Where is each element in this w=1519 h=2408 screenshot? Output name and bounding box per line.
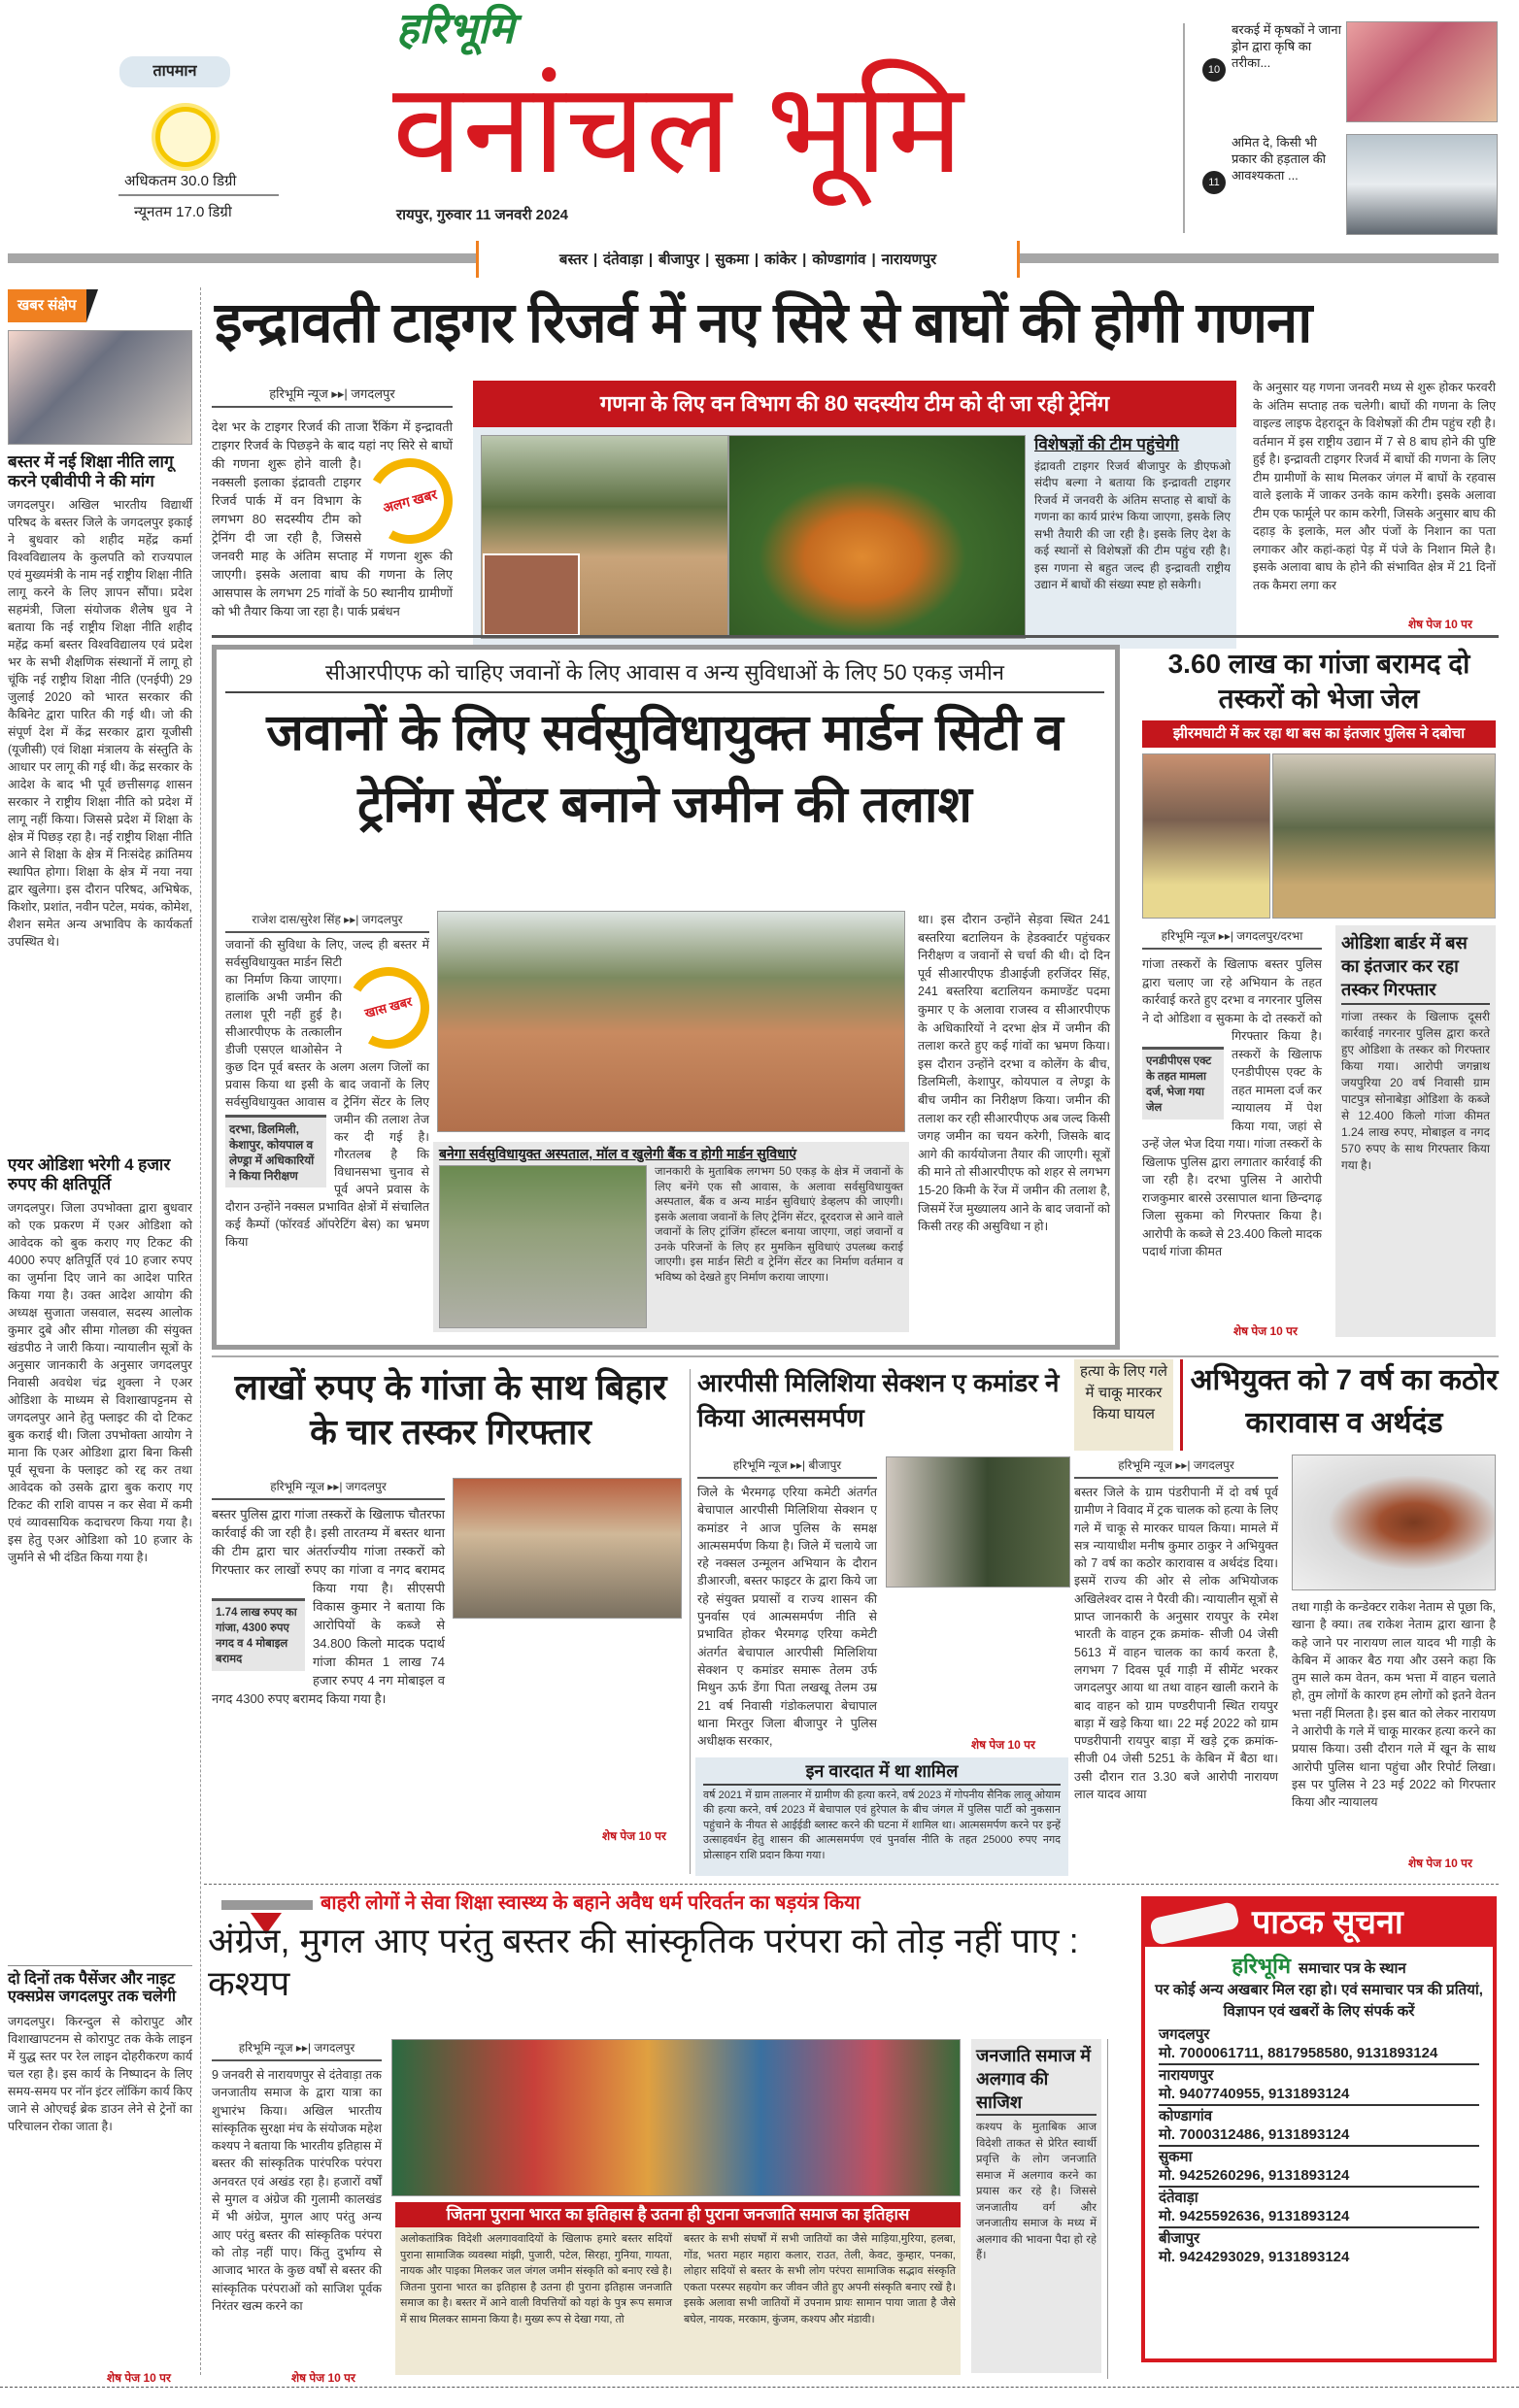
section-rule	[212, 1355, 1499, 1357]
brief-body: जगदलपुर। अखिल भारतीय विद्यार्थी परिषद के बस्तर जिले के जगदलपुर इकाई ने बुधवार को शहीद महेंद्र कर्मा विश्वविद्यालय के कुलपति को राज्यपाल एवं मुख्यमंत्री के नाम नई राष्ट्रीय शिक्षा नीति लागू करने के लिए ज्ञापन सौंपा। प्रदेश सहमंत्री, जिला संयोजक शैलेष धुव ने बताया कि नई राष्ट्रीय शिक्षा नीति शहीद महेंद्र कर्मा बस्तर विश्वविद्यालय एवं प्रदेश भर के सभी शैक्षणिक संस्थानों में लागू हो चूंकि नई राष्ट्रीय शिक्षा नीति (एनईपी) 29 जुलाई 2020 को भारत सरकार की कैबिनेट द्वारा पारित की गई थी। जो की संपूर्ण देश में केंद्र सरकार द्वारा यूजीसी (यूजीसी) एवं शिक्षा मंत्रालय के संस्तुति के आधार पर लागू की गई थी। केंद्र सरकार के आदेश के बाद भी पूर्व छत्तीसगढ़ शासन सरकार ने राष्ट्रीय शिक्षा नीति को प्रदेश में लागू नहीं किया। जिससे प्रदेश में शिक्षा के क्षेत्र में पिछड़ रहा है। नई राष्ट्रीय शिक्षा नीति आने से शिक्षा के क्षेत्र में निःसंदेह क्रांतिमय स्थापित होगा। शिक्षा के क्षेत्र में नया नया द्वार खुलेगा। इस दौरान परिषद, अभिषेक, किशोर, प्रशांत, नवीन पटेल, मयंक, कोमेश, शैशन समेत अन्य अभाविप के कार्यकर्ता उपस्थित थे।	[8, 498, 192, 950]
rpc-headline: आरपीसी मिलिशिया सेक्शन ए कमांडर ने किया आत्मसमर्पण	[697, 1368, 1060, 1432]
teaser-text: बरकई में कृषकों ने जाना ड्रोन द्वारा कृषि का तरीका...	[1232, 22, 1341, 70]
section-rule	[204, 1884, 1499, 1885]
incident-box	[695, 1757, 1068, 1876]
weather-label: तापमान	[119, 56, 230, 87]
column-divider	[200, 287, 201, 2375]
court-body-right: तथा गाड़ी के कन्डेक्टर राकेश नेताम से पूछा कि, खाना है क्या। तब राकेश नेताम द्वारा खाना है कहे जाने पर नारायण लाल यादव भी गाड़ी के केबिन में आकर बैठ गया और उसने कहा कि तुम साले कम वेतन, कम भत्ता में वाहन चलाते हो, तुम लोगों के कारण हम लोगों को इतने वेतन भत्ता नहीं मिलता है। इस बात को लेकर नारायण ने आरोपी के गले में चाकू मारकर हत्या करने का प्रयास किया। उसी दौरान गले में खून के साथ आरोपी पुलिस थाना पहुंचा और रिपोर्ट लिखा। इस पर पुलिस ने 23 मई 2022 को गिरफ्तार किया और न्यायालय	[1292, 1600, 1497, 1810]
tag-arrow	[86, 289, 98, 322]
contact-city: नारायणपुर	[1159, 2067, 1214, 2084]
surrender-photo	[886, 1456, 1070, 1588]
contact-row	[1159, 2106, 1479, 2147]
byline: हरिभूमि न्यूज ▸▸| जगदलपुर	[1074, 1456, 1278, 1479]
lead-body-right: के अनुसार यह गणना जनवरी मध्य से शुरू होकर फरवरी के अंतिम सप्ताह तक चलेगी। बाघों की गणना के लिए वाइल्ड लाइफ देहरादून के विशेषज्ञों की टीम पहुंच रही है। वर्तमान में इस राष्ट्रीय उद्यान में 7 से 8 बाघ होने की पुष्टि हुई है। इन्द्रावती टाइगर रिजर्व में बाघों की गणना के लिए टीम ग्रामीणों के साथ मिलकर जंगल में बाघों के रहवास वाले इलाके में जाकर उनके काम करेगी। इसके अलावा टीम एक फार्मूले पर काम करेगी, जिसके अनुसार बाघ की दहाड़ के इलाके, मल और पंजों के निशान का पता लगाकर और कहां-कहां पेड़ में पंजे के निशान मिले है। इसके अलावा बाघ के होने की संभावित क्षेत्र में 21 दिनों तक कैमरा लगा कर	[1253, 381, 1496, 592]
crpf-headline: जवानों के लिए सर्वसुविधायुक्त मार्डन सिटी व ट्रेनिंग सेंटर बनाने जमीन की तलाश	[266, 705, 1063, 833]
district-kanker[interactable]: कांकेर	[764, 251, 797, 268]
khas-khabar-stamp	[339, 958, 439, 1058]
notice-brand: हरिभूमि	[1232, 1954, 1291, 1978]
lead-feature	[473, 381, 1236, 649]
teaser-photo	[1346, 21, 1498, 122]
contact-phones[interactable]: मो. 7000061711, 8817958580, 9131893124	[1159, 2045, 1438, 2061]
ganja-top	[1142, 647, 1496, 919]
brief-body: जगदलपुर। जिला उपभोक्ता द्वारा बुधवार को एक प्रकरण में एअर ओडिशा को आवेदक को बुक कराए गए टिकट की 4000 रुपए क्षतिपूर्ति एवं 10 हजार रुपए का जुर्माना दिए जाने का आदेश पारित किया गया है। उक्त आदेश आयोग की अध्यक्ष सुजाता जसवाल, सदस्य आलोक कुमार दुबे और सीमा गोलछा की संयुक्त खंडपीठ ने जारी किया। न्यायालीन सूत्रों के अनुसार जानकारी के अनुसार जगदलपुर निवासी अवधेश चंद्र शुक्ला ने एअर ओडिशा के माध्यम से विशाखापट्टनम से जगदलपुर आने हेतु फ्लाइट की दो टिकट बुक कराई थी। जिला उपभोक्ता आयोग ने माना कि एअर ओडिशा द्वारा बिना किसी पूर्व सूचना के फ्लाइट को रद्द कर तथा आवेदक को उसके द्वारा बुक कराए गए टिकट की राशि वापस न कर सेवा में कमी एवं व्यावसायिक कदाचरण किया गया है। इस हेतु एअर ओडिशा को 10 हजार के जुर्माने से भी दंडित किया गया है।	[8, 1201, 192, 1565]
byline: हरिभूमि न्यूज ▸▸| जगदलपुर	[212, 385, 453, 408]
crpf-body-right: था। इस दौरान उन्होंने सेड़वा स्थित 241 बस्तरिया बटालियन के हेडक्वार्टर पहुंचकर निरीक्षण व जवानों से चर्चा की थी। दो दिन पूर्व सीआरपीएफ डीआईजी हरजिंदर सिंह, 241 बस्तरिया बटालियन कमाण्डेंट पदमा कुमार ए के अलावा राजस्व व सीआरपीएफ के अधिकारियों ने दरभा क्षेत्र में जमीन की तलाश करते हुए कई गांवों का भ्रमण किया। इस दौरान उन्होंने दरभा व कोलेंग के बीच, डिलमिली, केशापुर, कोयपाल व लेण्ड्रा के बीच जमीन का निरीक्षण किया। जमीन की तलाश कर रही सीआरपीएफ अब जल्द किसी जगह जमीन का चयन करेगी, जिसके बाद आगे की कार्ययोजना तैयार की जाएगी। सूत्रों की माने तो सीआरपीएफ को शहर से लगभग 15-20 किमी के रेंज में जमीन की तलाश है, जिसमें रेंज मुख्यालय आने के बाद जवानों को किसी तरह की असुविधा न हो।	[918, 913, 1110, 1234]
lead-photo-panel	[473, 427, 1236, 649]
contact-phones[interactable]: मो. 9407740955, 9131893124	[1159, 2086, 1350, 2102]
divider	[1183, 23, 1185, 233]
notice-line: पर कोई अन्य अखबार मिल रहा हो। एवं समाचार पत्र की प्रतियां, विज्ञापन एवं खबरों के लिए संपर्क करें	[1155, 1982, 1483, 2020]
contact-phones[interactable]: मो. 9425260296, 9131893124	[1159, 2167, 1350, 2184]
contact-city: सुकमा	[1159, 2149, 1193, 2165]
culture-banner-body: अलोकतांत्रिक विदेशी अलगाववादियों के खिलाफ हमारे बस्तर सदियों पुराना सामाजिक व्यवस्था मांझी, पुजारी, पटेल, सिरहा, गुनिया, गायता, नायक और पाइका मिलकर जल जंगल जमीन संस्कृति को बनाए रखे है। जितना पुराना भारत का इतिहास है उतना ही पुराना इतिहास जनजाति समाज का है। बस्तर में आने वाली विपत्तियों को यहां के पुत्र रूप समाज में साथ मिलकर सामना किया है। मुख्य रूप से देखा गया, तो	[400, 2233, 672, 2325]
sub-body: जानकारी के मुताबिक लगभग 50 एकड़ के क्षेत्र में जवानों के लिए बनेंगे एक सौ आवास, के अलावा सर्वसुविधायुक्त अस्पताल, बैंक व अन्य मार्डन सुविधाएं डेव्हलप की जाएगी। इसके अलावा जवानों के लिए ट्रेनिंग सेंटर, दूरदराज से आने वाले जवानों के लिए ट्रांजिंग हॉस्टल बनाया जाएगा, जहां जवानों व उनके परिजनों के लिए हर मुमकिन सुविधाएं उपलब्ध कराई जाएगी। इस मार्डन सिटी व ट्रेनिंग सेंटर का निर्माण वर्तमान व भविष्य को देखते हुए निर्माण कराया जाएगा।	[655, 1166, 903, 1284]
court-body: बस्तर जिले के ग्राम पंडरीपानी में दो वर्ष पूर्व ग्रामीण ने विवाद में ट्रक चालक को हत्या के लिए गले में चाकू से मारकर घायल किया। मामले में सत्र न्यायाधीश मनीष कुमार ठाकुर ने अभियुक्त को 7 वर्ष का कठोर कारावास व अर्थदंड दिया। इसमें राज्य की ओर से लोक अभियोजक अखिलेश्वर दास ने पैरवी की। न्यायालीन सूत्रों से प्राप्त जानकारी के अनुसार रायपुर के रमेश भारती के वाहन ट्रक क्रमांक- सीजी 04 जेसी 5613 में वाहन चालक का कार्य करता है, लगभग 7 दिवस पूर्व गाड़ी में सीमेंट भरकर जगदलपुर आया था तथा वाहन खाली कराने के बाद वाहन को ग्राम पण्डरीपानी स्थित रायपुर बाड़ा में खड़े किया था। 22 मई 2022 को ग्राम पण्डरीपानी रायपुर बाड़ा में खड़े ट्रक क्रमांक- सीजी 04 जेसी 5251 के केबिन में बैठा था। उसी दौरान रात 3.30 बजे आरोपी नारायण लाल यादव आया	[1074, 1486, 1278, 1802]
column-divider	[1107, 2039, 1108, 2379]
crpf-body-text: जवानों की सुविधा के लिए, जल्द ही बस्तर में सर्वसुविधायुक्त मार्डन सिटी का निर्माण किया जाएगा। हालांकि अभी जमीन की तलाश पूरी नहीं हुई है। सीआरपीएफ के तत्कालीन डीजी एसएल थाओसेन ने कुछ दिन पूर्व बस्तर के अलग अलग जिलों का प्रवास किया था इसी के बाद जवानों के लिए सर्वसुविधायुक्त आवास व ट्रेनिंग सेंटर के लिए जमीन की तलाश तेज कर दी गई है। गौरतलब है कि विधानसभा चुनाव से पूर्व अपने प्रवास के दौरान उन्होंने नक्सल प्रभावित क्षेत्रों में संचालित कई कैम्पों (फॉरवर्ड ऑपरेटिंग बेस) का भ्रमण किया	[225, 938, 429, 1249]
highlight-text: एनडीपीएस एक्ट के तहत मामला दर्ज, भेजा गया जेल	[1146, 1055, 1212, 1114]
dateline: रायपुर, गुरुवार 11 जनवरी 2024	[396, 207, 569, 223]
section-rule	[212, 635, 1499, 638]
highlight-box	[225, 1115, 326, 1187]
crpf-officers-photo	[437, 911, 905, 1132]
kicker: सीआरपीएफ को चाहिए जवानों के लिए आवास व अन्य सुविधाओं के लिए 50 एकड़ जमीन	[225, 658, 1104, 693]
highlight-box	[1142, 1047, 1224, 1120]
contact-row	[1159, 2065, 1479, 2106]
contact-city: कोण्डागांव	[1159, 2108, 1213, 2124]
seized-ganja-photo-2	[1272, 753, 1496, 919]
brief-headline: बस्तर में नई शिक्षा नीति लागू करने एबीवीपी ने की मांग	[8, 452, 174, 490]
crpf-top	[225, 658, 1104, 903]
highlight-box	[212, 1598, 305, 1671]
box-title: जनजाति समाज में अलगाव की साजिश	[976, 2044, 1097, 2116]
page-number-badge: 11	[1202, 171, 1226, 194]
contact-city: बीजापुर	[1159, 2230, 1200, 2247]
contact-city: जगदलपुर	[1159, 2026, 1210, 2043]
page-bottom-rule	[0, 2387, 1519, 2388]
teaser-photo	[1346, 134, 1498, 235]
byline: हरिभूमि न्यूज ▸▸| जगदलपुर/दरभा	[1142, 927, 1322, 950]
culture-banner-block	[395, 2202, 961, 2375]
notice-header	[1145, 1900, 1493, 1947]
tiger-photo	[728, 435, 1026, 639]
odisha-box	[1335, 925, 1496, 1337]
contact-phones[interactable]: मो. 7000312486, 9131893124	[1159, 2126, 1350, 2143]
court-side-box	[1074, 1359, 1173, 1451]
continued-link[interactable]: शेष पेज 10 पर	[1233, 1324, 1298, 1338]
contact-row	[1159, 2147, 1479, 2188]
district-bijapur[interactable]: बीजापुर	[658, 251, 700, 268]
tribal-yatra-photo	[391, 2039, 961, 2196]
lead-box	[1034, 435, 1231, 643]
district-dantewada[interactable]: दंतेवाड़ा	[603, 251, 643, 268]
lead-headline: इन्द्रावती टाइगर रिजर्व में नए सिरे से बाघों की होगी गणना	[215, 291, 1312, 354]
bihar-headline: लाखों रुपए के गांजा के साथ बिहार के चार तस्कर गिरफ्तार	[234, 1367, 667, 1452]
stamp-text: खास खबर	[362, 993, 414, 1021]
bihar-body-text: बस्तर पुलिस द्वारा गांजा तस्करों के खिलाफ चौतरफा कार्रवाई की जा रही है। इसी तारतम्य में बस्तर थाना की टीम द्वारा चार अंतर्राज्यीय गांजा तस्करों को गिरफ्तार कर लाखों रुपए का गांजा व नगद बरामद किया गया है। सीएसपी विकास कुमार ने बताया कि आरोपियों के कब्जे से 34.800 किलो मादक पदार्थ गांजा कीमत 1 लाख 74 हजार रुपए 4 नग मोबाइल व नगद 4300 रुपए बरामद किया गया है।	[212, 1507, 445, 1706]
culture-banner: जितना पुराना भारत का इतिहास है उतना ही पुराना जनजाति समाज का इतिहास	[395, 2202, 961, 2227]
column-divider	[690, 1369, 691, 1874]
box-title: ओडिशा बार्डर में बस का इंतजार कर रहा तस्कर गिरफ्तार	[1341, 931, 1490, 1005]
lead-banner: गणना के लिए वन विभाग की 80 सदस्यीय टीम को दी जा रही ट्रेनिंग	[473, 381, 1236, 427]
district-nav: बस्तर | दंतेवाड़ा | बीजापुर | सुकमा | कांकेर | कोण्डागांव | नारायणपुर	[476, 241, 1020, 278]
brief-tag	[8, 289, 98, 322]
continued-link[interactable]: शेष पेज 10 पर	[1408, 618, 1472, 631]
brief-tag-label: खबर संक्षेप	[8, 289, 86, 322]
pugmark-photo	[483, 553, 580, 636]
district-kondagaon[interactable]: कोण्डागांव	[812, 251, 866, 268]
box-body: कश्यप के मुताबिक आज विदेशी ताकत से प्रेरित स्वार्थी प्रवृत्ति के लोग जनजाति समाज में अलगाव करने का प्रयास कर रहे है। जिससे जनजातीय वर्ग और जनजातीय समाज के मध्य में अलगाव की भावना पैदा हो रहे हैं।	[976, 2122, 1097, 2261]
continued-link[interactable]: शेष पेज 10 पर	[602, 1829, 666, 1843]
lead-body	[212, 418, 453, 633]
contact-row	[1159, 2228, 1479, 2267]
culture-top	[208, 1891, 1129, 2033]
sub-headline: बनेगा सर्वसुविधायुक्त अस्पताल, मॉल व खुलेगी बैंक व होगी मार्डन सुविधाएं	[439, 1146, 797, 1161]
crpf-body	[225, 936, 429, 1334]
contact-phones[interactable]: मो. 9425592636, 9131893124	[1159, 2208, 1350, 2224]
teaser-text: अमित दे, किसी भी प्रकार की हड़ताल की आवश्यकता ...	[1232, 135, 1327, 183]
contact-phones[interactable]: मो. 9424293029, 9131893124	[1159, 2249, 1350, 2265]
bihar-body	[212, 1505, 445, 1822]
culture-banner-body: बस्तर के सभी संघर्षों में सभी जातियों का जैसे माड़िया,मुरिया, हलबा, गोंड, भतरा महार महारा कलार, राउत, तेली, केवट, कुम्हार, पनका, लोहार सदियों से बस्तर के सभी लोग परंपरा सामाजिक सद्भाव संस्कृति एकता परस्पर सहयोग कर जीवन जीते हुए अपनी संस्कृति बनाए रखें है। इसके अलावा सभी जातियों में उपनाम प्रायः सामान पाया जाता है जैसे बघेल, नायक, मरकाम, कुंजम, कश्यप और मंडावी।	[684, 2233, 956, 2325]
continued-link[interactable]: शेष पेज 10 पर	[291, 2371, 355, 2385]
box-title: इन वारदात में था शामिल	[703, 1761, 1061, 1786]
continued-link[interactable]: शेष पेज 10 पर	[971, 1738, 1035, 1752]
ganja-banner: झीरमघाटी में कर रहा था बस का इंतजार पुलिस ने दबोचा	[1142, 720, 1496, 748]
district-bastar[interactable]: बस्तर	[558, 251, 588, 268]
culture-headline: अंग्रेज, मुगल आए परंतु बस्तर की सांस्कृतिक परंपरा को तोड़ नहीं पाए : कश्यप	[208, 1921, 1079, 2003]
byline: हरिभूमि न्यूज ▸▸| जगदलपुर	[212, 2039, 382, 2061]
byline: हरिभूमि न्यूज ▸▸| जगदलपुर	[212, 1478, 445, 1500]
teaser-item[interactable]	[1197, 132, 1500, 239]
brief-headline: दो दिनों तक पैसेंजर और नाइट एक्सप्रेस जगदलपुर तक चलेगी	[8, 1971, 176, 2006]
contact-city: दंतेवाड़ा	[1159, 2190, 1198, 2206]
sun-icon	[155, 107, 216, 167]
contact-row	[1159, 2024, 1479, 2065]
divider	[1180, 1359, 1183, 1451]
box-body: वर्ष 2021 में ग्राम तालनार में ग्रामीण की हत्या करने, वर्ष 2023 में गोपनीय सैनिक लालू ओयाम की हत्या करने, वर्ष 2023 में बेचापाल एवं हुरेपाल के बीच जंगल में पुलिस पार्टी को नुकसान पहुंचाने के नीयत से आईईडी ब्लास्ट करने की घटना में शामिल था। आत्मसमर्पण करने पर इन्हें उत्साहवर्धन हेतु शासन की आत्मसमर्पण एवं पुनर्वास नीति के तहत 25000 रुपए नगद प्रोत्साहन राशि प्रदान किया गया।	[703, 1789, 1061, 1861]
court-headline: अभियुक्त को 7 वर्ष का कठोर कारावास व अर्थदंड	[1190, 1364, 1499, 1439]
highlight-text: दरभा, डिलमिली, केशापुर, कोयपाल व लेण्ड्रा में अधिकारियों ने किया निरीक्षण	[229, 1122, 315, 1183]
notice-title: पाठक सूचना	[1252, 1904, 1403, 1941]
brief-story	[8, 1971, 192, 2367]
crpf-walk-photo	[439, 1165, 647, 1328]
teaser-item[interactable]	[1197, 19, 1500, 126]
page-number-badge: 10	[1202, 58, 1226, 82]
stamp-text: अलग खबर	[381, 485, 439, 517]
min-temperature: न्यूनतम 17.0 डिग्री	[134, 204, 232, 220]
side-text: हत्या के लिए गले में चाकू मारकर किया घायल	[1080, 1363, 1167, 1422]
byline: हरिभूमि न्यूज ▸▸| बीजापुर	[697, 1456, 877, 1479]
sub-story-box	[433, 1142, 909, 1332]
arrested-smugglers-photo	[453, 1478, 682, 1619]
lead-body-text: देश भर के टाइगर रिजर्व की ताजा रैंकिंग में इन्द्रावती टाइगर रिजर्व के पिछड़ने के बाद यहां नए सिरे से बाघों की गणना शुरू होने वाली है। नक्सली इलाका इंद्रावती टाइगर रिजर्व पार्क में वन विभाग के लगभग 80 सदस्यीय टीम को ट्रेनिंग दी जा रही है, जिससे जनवरी माह के अंतिम सप्ताह में गणना शुरू की जाएगी। इसके अलावा बाघ की गणना के लिए आसपास के लगभग 25 गांवों के 50 स्थानीय ग्रामीणों को भी तैयार किया जा रहा है। पार्क प्रबंधन	[212, 419, 453, 619]
logo-haribhoomi: हरिभूमि	[396, 5, 515, 52]
seized-ganja-photo-1	[1142, 753, 1270, 919]
continued-link[interactable]: शेष पेज 10 पर	[107, 2371, 171, 2385]
culture-body: 9 जनवरी से नारायणपुर से दंतेवाड़ा तक जनजातीय समाज के द्वारा यात्रा का शुभारंभ किया। अखिल भारतीय सांस्कृतिक सुरक्षा मंच के संयोजक महेश कश्यप ने बताया कि भारतीय इतिहास में बस्तर की सांस्कृतिक पारंपरिक परंपरा अनवरत एवं अखंड रहा है। हजारों वर्षों से मुगल व अंग्रेज की गुलामी कालखंड में भी अंग्रेज, मुगल आए परंतु अन्य आए परंतु बस्तर की सांस्कृतिक परंपरा को तोड़ नहीं पाए। किंतु दुर्भाग्य से आजाद भारत के कुछ वर्षों से बस्तर की सांस्कृतिक परंपराओं को साजिश पूर्वक निरंतर खत्म करने का	[212, 2068, 382, 2313]
divider	[8, 1965, 192, 1966]
brief-body: जगदलपुर। किरन्दुल से कोरापुट और विशाखापटनम से कोरापुट तक केके लाइन में युद्ध स्तर पर रेल लाइन दोहरीकरण कार्य चल रहा है। इस कार्य के निष्पादन के लिए समय-समय पर नॉन इंटर लॉकिंग कार्य किए जाने से ओएचई ब्रेक डाउन लेने से ट्रेनों का परिचालन रोका जाता है।	[8, 2014, 192, 2133]
box-body: इंद्रावती टाइगर रिजर्व बीजापुर के डीएफओ संदीप बल्गा ने बताया कि इन्द्रावती टाइगर रिजर्व में जनवरी के अंतिम सप्ताह से बाघों के गणना का कार्य प्रारंभ किया जाएगा, इसके लिए सभी तैयारी की जा रही है। इसके लिए देश के कई स्थानों से विशेषज्ञों की टीम पहुंच रही है। इस गणना से बहुत जल्द ही इन्द्रावती राष्ट्रीय उद्यान में बाघों की संख्या स्पष्ट हो सकेगी।	[1034, 458, 1231, 592]
culture-kicker: बाहरी लोगों ने सेवा शिक्षा स्वास्थ्य के बहाने अवैध धर्म परिवर्तन का षड़यंत्र किया	[321, 1892, 861, 1914]
reader-notice-box	[1141, 1896, 1497, 2362]
district-narayanpur[interactable]: नारायणपुर	[881, 251, 937, 268]
ganja-body	[1142, 955, 1322, 1315]
alag-khabar-stamp	[357, 449, 462, 553]
brief-headline: एयर ओडिशा भरेगी 4 हजार रुपए की क्षतिपूर्ति	[8, 1155, 171, 1193]
box-title: विशेषज्ञों की टीम पहुंचेगी	[1034, 435, 1179, 453]
ganja-headline: 3.60 लाख का गांजा बरामद दो तस्करों को भेजा जेल	[1167, 649, 1470, 714]
district-sukma[interactable]: सुकमा	[715, 251, 749, 268]
notice-line: समाचार पत्र के स्थान	[1299, 1960, 1406, 1977]
masthead-title: वनांचल भूमि	[392, 57, 963, 199]
brief-story	[8, 452, 192, 1146]
brief-story	[8, 1155, 192, 1957]
max-temperature: अधिकतम 30.0 डिग्री	[124, 173, 237, 189]
gavel-photo	[1292, 1455, 1496, 1590]
highlight-text: 1.74 लाख रुपए का गांजा, 4300 रुपए नगद व 4 मोबाइल बरामद	[216, 1607, 297, 1665]
box-body: गांजा तस्कर के खिलाफ दूसरी कार्रवाई नगरनार पुलिस द्वारा करते हुए ओडिशा के तस्कर को गिरफ्तार किया गया। आरोपी जगन्नाथ जयपुरिया 20 वर्ष निवासी ग्राम पाटपुत्र सोनाबेड़ा ओडिशा के कब्जे से 12.400 किलो गांजा कीमत 1.24 लाख रुपए, मोबाइल व नगद 570 रुपए के साथ गिरफ्तार किया गया है।	[1341, 1010, 1490, 1172]
rpc-body: जिले के भैरमगढ़ एरिया कमेटी अंतर्गत बेचापाल आरपीसी मिलिशिया सेक्शन ए कमांडर ने आज पुलिस के समक्ष आत्मसमर्पण किया है। जिले में चलाये जा रहे नक्सल उन्मूलन अभियान के दौरान डीआरजी, बस्तर फाइटर के द्वारा किये जा रहे संयुक्त प्रयासों व राज्य शासन की पुनर्वास एवं आत्मसमर्पण नीति से प्रभावित होकर भैरमगढ़ एरिया कमेटी अंतर्गत बेचापाल आरपीसी मिलिशिया सेक्शन ए कमांडर समारू तेलम उर्फ मिथुन ऊर्फ डेंगा पिता लखखू तेलम उम्र 21 वर्ष निवासी गंडोकलपारा बेचापाल थाना मिरतुर जिला बीजापुर ने पुलिस अधीक्षक सरकार,	[697, 1486, 877, 1749]
brief-photo	[8, 330, 192, 445]
ganja-body-text: गांजा तस्करों के खिलाफ बस्तर पुलिस द्वारा चलाए जा रहे अभियान के तहत कार्रवाई करते हुए दरभा व नगरनार पुलिस ने दो ओडिशा व सुकमा के दो तस्करों को गिरफ्तार किया है। तस्करों के खिलाफ एनडीपीएस एक्ट के तहत मामला दर्ज कर न्यायालय में पेश किया गया, जहां से उन्हें जेल भेज दिया गया। गांजा तस्करों के खिलाफ पुलिस द्वारा लगातार कार्रवाई की जा रही है। दरभा पुलिस ने आरोपी राजकुमार बारसे उरसापाल थाना छिन्दगढ़ जिला सुकमा को गिरफ्तार किया है। आरोपी के कब्जे से 23.400 किलो मादक पदार्थ गांजा कीमत	[1142, 957, 1322, 1258]
byline: राजेश दास/सुरेश सिंह ▸▸| जगदलपुर	[225, 911, 429, 933]
newspaper-roll-icon	[1149, 1901, 1240, 1946]
continued-link[interactable]: शेष पेज 10 पर	[1408, 1856, 1472, 1870]
contact-row	[1159, 2188, 1479, 2228]
conspiracy-box	[971, 2039, 1101, 2373]
divider	[118, 194, 279, 196]
